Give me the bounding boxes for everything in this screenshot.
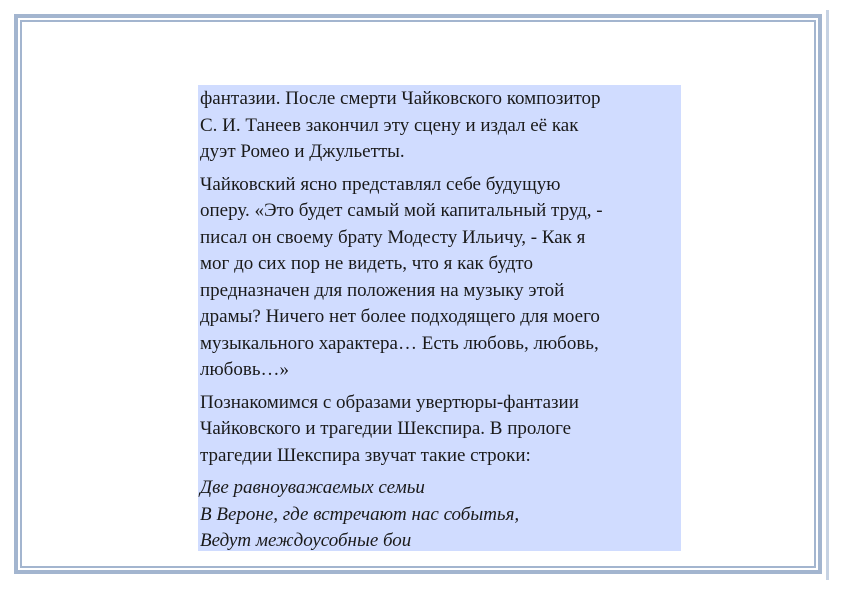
frame-shadow-edge <box>826 10 829 580</box>
paragraph-tchaikovsky-quote: Чайковский ясно представлял себе будущую оперу. «Это будет самый мой капитальный труд, - писал он своему брату Модесту Ильичу, - Как я мог до сих пор не видеть, что я как будто предназначен для положения на музыку этой драмы? Ничего нет более подходящего для моего музыкального характера… Есть любовь, любовь, любовь…» <box>200 173 603 380</box>
paragraph-fantasy-note: фантазии. После смерти Чайковского композитор С. И. Танеев закончил эту сцену и издал её как дуэт Ромео и Джульетты. <box>200 88 601 162</box>
paragraph-shakespeare-intro: Познакомимся с образами увертюры-фантазии Чайковского и трагедии Шекспира. В прологе трагедии Шекспира звучат такие строки: <box>200 391 579 466</box>
verse-prologue: Две равноуважаемых семьи В Вероне, где встречают нас событья, Ведут междоусобные бои <box>200 477 520 551</box>
text-box <box>198 85 681 551</box>
